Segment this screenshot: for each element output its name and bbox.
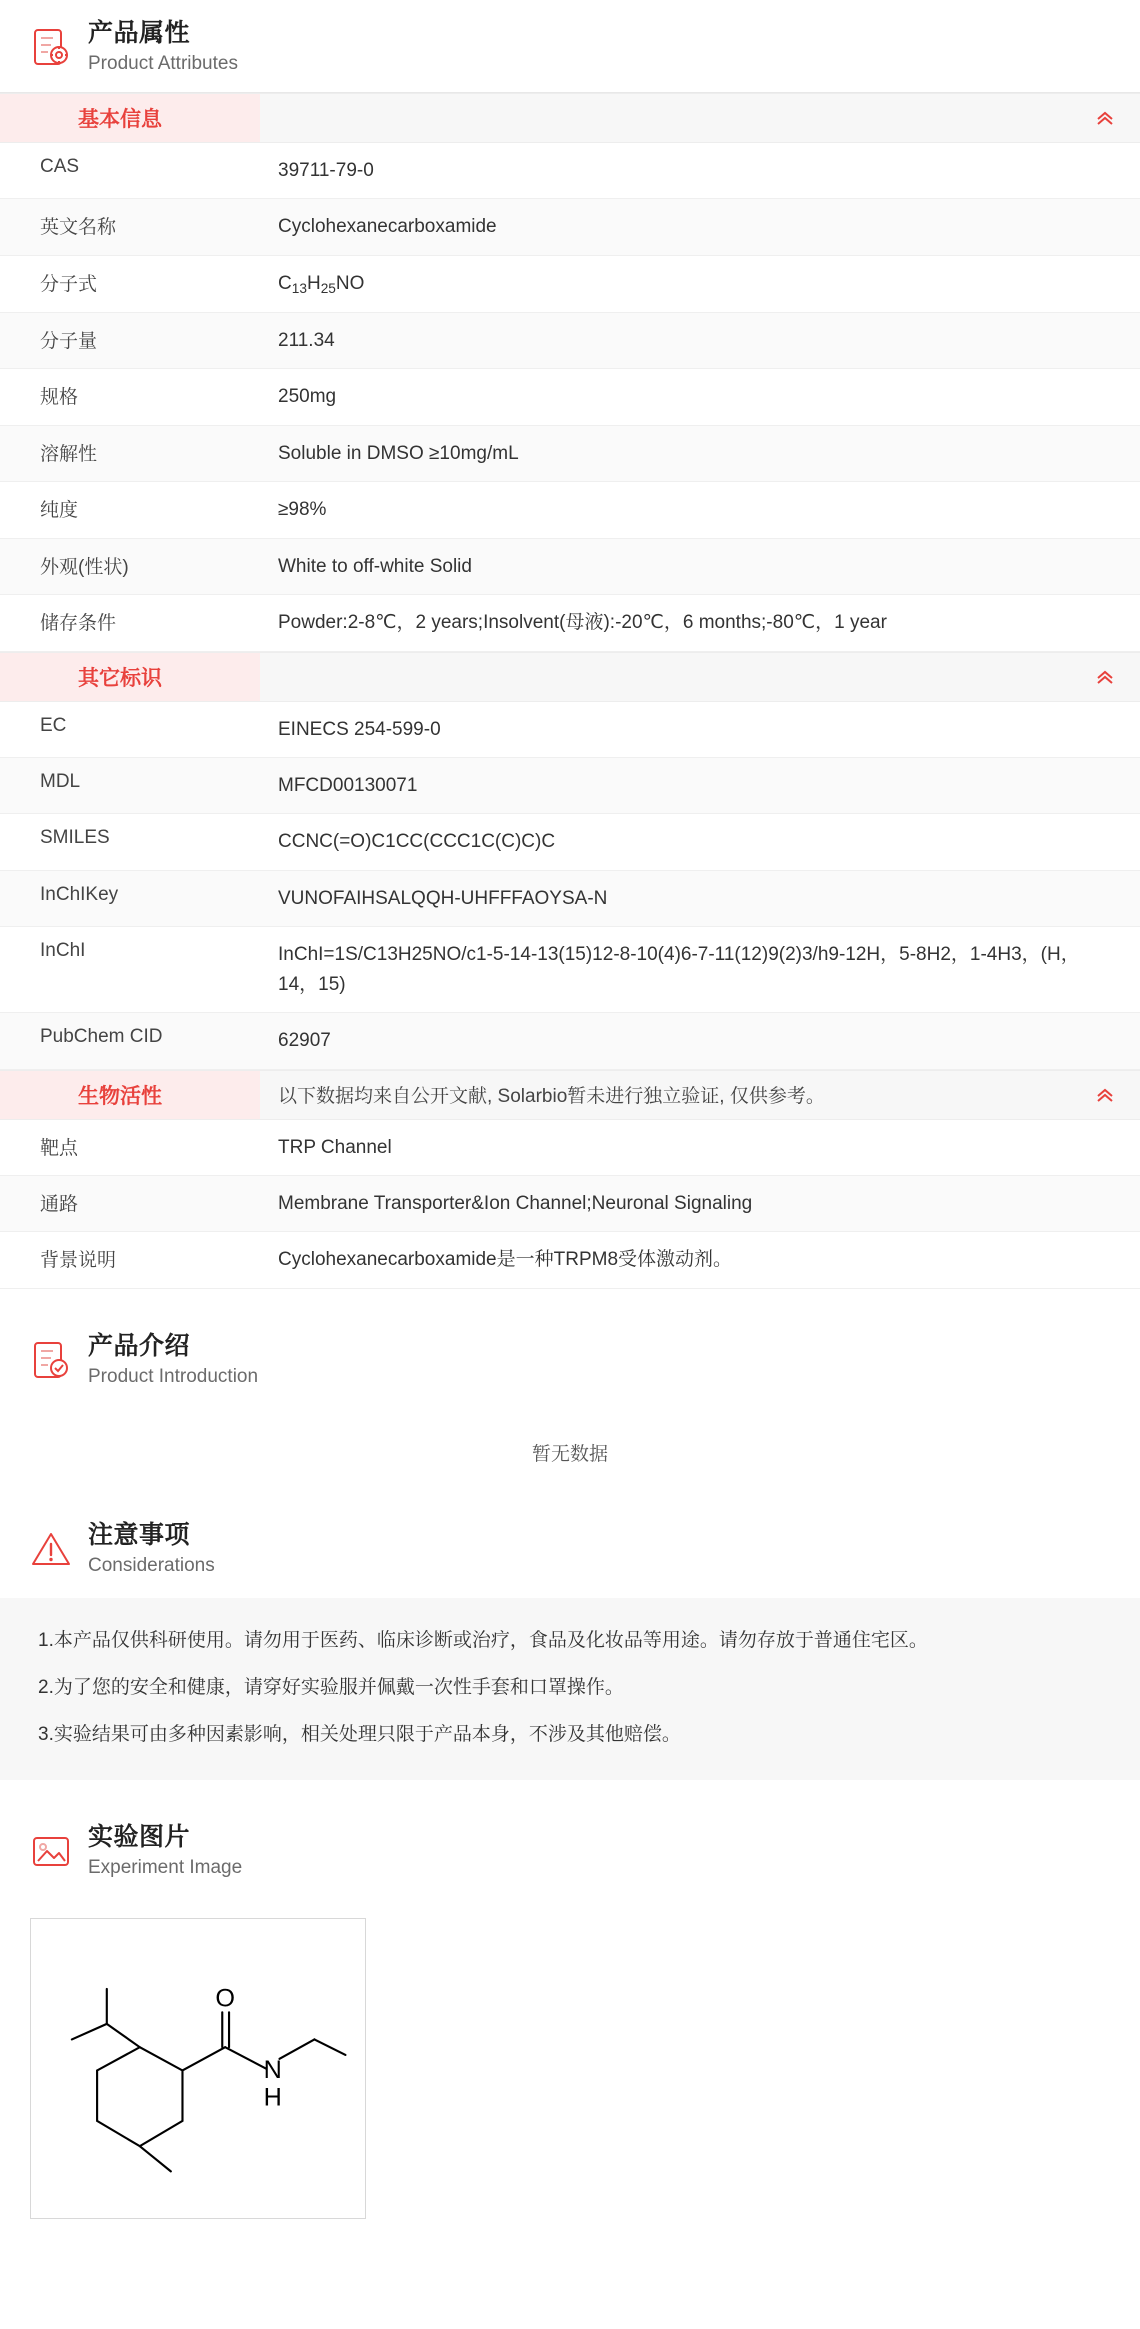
table-row xyxy=(0,199,1140,255)
warning-triangle-icon xyxy=(30,1528,72,1570)
group-collapse-toggle[interactable] xyxy=(1070,1071,1140,1119)
group-header-bioactivity[interactable] xyxy=(0,1070,1140,1120)
row-value: VUNOFAIHSALQQH-UHFFFAOYSA-N xyxy=(278,887,608,909)
row-value-formula: $C_{13}H_{25}NO$ xyxy=(278,272,365,296)
table-row xyxy=(0,482,1140,538)
row-value: 250mg xyxy=(278,386,337,408)
considerations-list xyxy=(0,1598,1140,1780)
section-header-experiment-image xyxy=(0,1804,1140,1896)
experiment-image-wrap xyxy=(0,1896,1140,2219)
consideration-item: 3.实验结果可由多种因素影响，相关处理只限于产品本身，不涉及其他赔偿。 xyxy=(38,1724,681,1746)
row-key: InChIKey xyxy=(40,883,119,905)
group-label: 其它标识 xyxy=(0,653,260,701)
group-note xyxy=(260,653,1070,701)
row-key: 背景说明 xyxy=(40,1250,117,1272)
chevron-up-icon xyxy=(1094,107,1116,129)
group-note xyxy=(260,94,1070,142)
row-value: Soluble in DMSO ≥10mg/mL xyxy=(278,442,519,464)
section-title-en: Product Attributes xyxy=(88,53,238,75)
section-header-introduction xyxy=(0,1313,1140,1405)
row-key: 溶解性 xyxy=(40,443,98,465)
table-row xyxy=(0,1013,1140,1069)
row-value: ≥98% xyxy=(278,499,327,521)
table-row xyxy=(0,595,1140,651)
table-row xyxy=(0,758,1140,814)
group-collapse-toggle[interactable] xyxy=(1070,94,1140,142)
chemical-structure-image[interactable] xyxy=(30,1918,366,2219)
row-key: 分子式 xyxy=(40,273,98,295)
row-key: 规格 xyxy=(40,387,79,409)
row-value: TRP Channel xyxy=(278,1136,392,1158)
attribute-rows-bioactivity xyxy=(0,1120,1140,1289)
row-key: 纯度 xyxy=(40,500,79,522)
consideration-item: 2.为了您的安全和健康，请穿好实验服并佩戴一次性手套和口罩操作。 xyxy=(38,1677,624,1699)
group-collapse-toggle[interactable] xyxy=(1070,653,1140,701)
introduction-empty-text: 暂无数据 xyxy=(531,1443,608,1465)
row-key: InChI xyxy=(40,940,86,962)
row-key: EC xyxy=(40,714,67,736)
row-value: CCNC(=O)C1CC(CCC1C(C)C)C xyxy=(278,831,556,853)
table-row xyxy=(0,927,1140,1013)
row-value: InChI=1S/C13H25NO/c1-5-14-13(15)12-8-10(4)6-7-11(12)9(2)3/h9-12H，5-8H2，1-4H3，(H，14，15) xyxy=(278,944,1080,995)
table-row xyxy=(0,871,1140,927)
group-header-basic-info[interactable] xyxy=(0,93,1140,143)
row-key: 分子量 xyxy=(40,330,98,352)
row-value: MFCD00130071 xyxy=(278,774,418,796)
row-value: Cyclohexanecarboxamide是一种TRPM8受体激动剂。 xyxy=(278,1249,733,1271)
table-row xyxy=(0,1176,1140,1232)
table-row xyxy=(0,539,1140,595)
section-title-cn: 产品介绍 xyxy=(88,1331,191,1360)
attribute-rows-other-identifiers xyxy=(0,702,1140,1070)
row-value: 211.34 xyxy=(278,329,335,351)
section-header-attributes xyxy=(0,0,1140,92)
atom-label-oxygen: O xyxy=(215,1984,235,2013)
atom-label-hydrogen: H xyxy=(263,2083,282,2112)
section-title-cn: 注意事项 xyxy=(88,1520,191,1549)
row-key: PubChem CID xyxy=(40,1026,163,1048)
attribute-rows-basic-info xyxy=(0,143,1140,652)
group-header-other-identifiers[interactable] xyxy=(0,652,1140,702)
row-value: 39711-79-0 xyxy=(278,160,374,181)
row-key: 储存条件 xyxy=(40,613,117,635)
table-row xyxy=(0,313,1140,369)
table-row xyxy=(0,1120,1140,1176)
row-key: CAS xyxy=(40,156,80,177)
group-note: 以下数据均来自公开文献, Solarbio暂未进行独立验证, 仅供参考。 xyxy=(278,1086,825,1108)
row-value: White to off-white Solid xyxy=(278,555,472,577)
row-value: 62907 xyxy=(278,1030,331,1052)
table-row xyxy=(0,256,1140,313)
section-title-en: Experiment Image xyxy=(88,1856,243,1878)
image-icon xyxy=(30,1830,72,1872)
row-key: SMILES xyxy=(40,827,110,849)
section-title-cn: 实验图片 xyxy=(88,1822,191,1851)
row-key: 通路 xyxy=(40,1194,79,1216)
row-value: EINECS 254-599-0 xyxy=(278,718,441,740)
row-key: MDL xyxy=(40,770,81,792)
chevron-up-icon xyxy=(1094,1084,1116,1106)
row-value: Cyclohexanecarboxamide xyxy=(278,216,497,238)
atom-label-nitrogen: N xyxy=(263,2055,282,2084)
section-header-considerations xyxy=(0,1502,1140,1594)
row-value: Powder:2-8℃，2 years;Insolvent(母液):-20℃，6 months;-80℃，1 year xyxy=(278,612,887,634)
section-title-cn: 产品属性 xyxy=(88,19,191,47)
row-key: 靶点 xyxy=(40,1137,79,1159)
row-value: Membrane Transporter&Ion Channel;Neuronal Signaling xyxy=(278,1193,753,1215)
chevron-up-icon xyxy=(1094,666,1116,688)
table-row xyxy=(0,814,1140,870)
table-row xyxy=(0,426,1140,482)
table-row xyxy=(0,143,1140,199)
document-check-icon xyxy=(30,1339,72,1381)
row-key: 外观(性状) xyxy=(40,556,129,578)
section-title-en: Product Introduction xyxy=(88,1366,259,1388)
table-row xyxy=(0,369,1140,425)
group-label: 生物活性 xyxy=(0,1071,260,1119)
row-key: 英文名称 xyxy=(40,217,117,239)
section-title-en: Considerations xyxy=(88,1555,215,1577)
consideration-item: 1.本产品仅供科研使用。请勿用于医药、临床诊断或治疗，食品及化妆品等用途。请勿存放于普通住宅区。 xyxy=(38,1629,928,1651)
table-row xyxy=(0,702,1140,758)
group-label: 基本信息 xyxy=(0,94,260,142)
table-row xyxy=(0,1232,1140,1288)
document-attributes-icon xyxy=(30,26,72,68)
